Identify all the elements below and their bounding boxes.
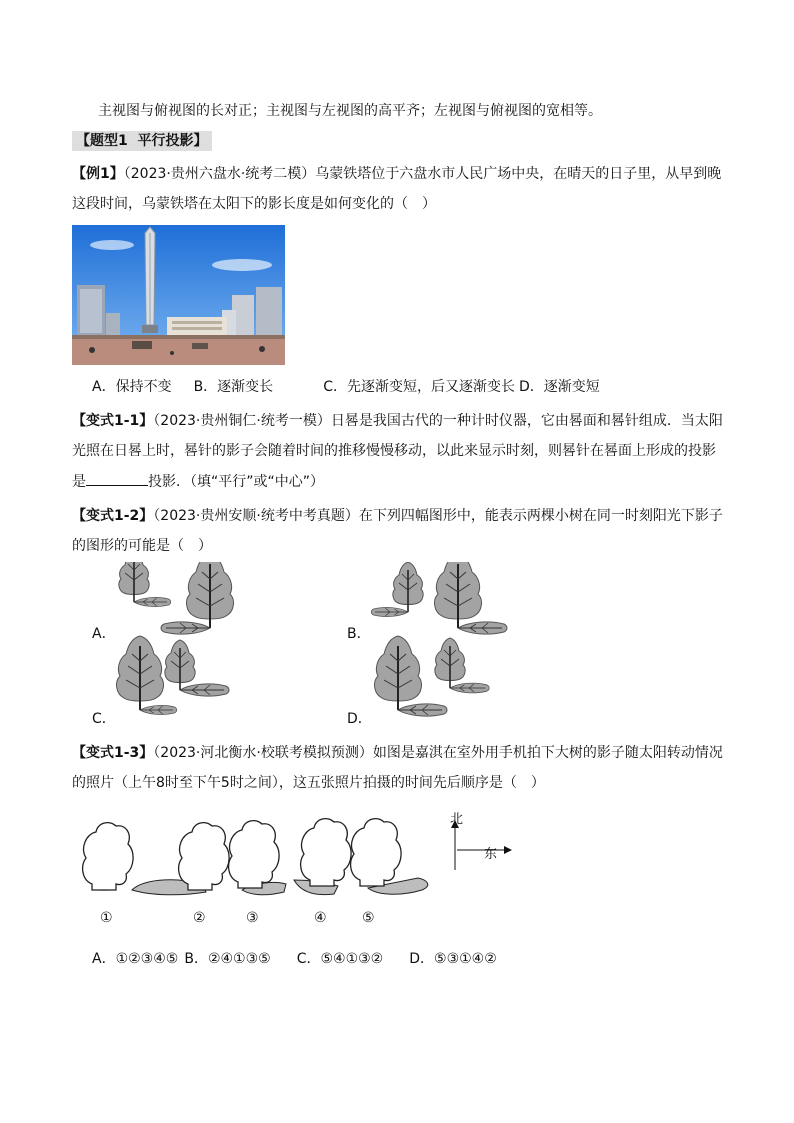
variant13-text1: 如图是嘉淇在室外用手机拍下大树的影子随太阳转动情况 [372,745,723,761]
figure-b[interactable] [371,562,507,634]
trees-figures [110,562,710,722]
photo-3 [229,821,286,895]
section-tag: 【题型1 [76,133,128,149]
section-heading-box [72,131,212,151]
variant13-label: 【变式1-3】 [72,745,154,761]
variant13-line2: 的照片（上午8时至下午5时之间），这五张照片拍摄的时间先后顺序是（ ） [72,775,545,791]
variant13-option-a[interactable]: A．①②③④⑤ [92,951,179,967]
compass-north-label: 北 [450,812,464,827]
example1-line2: 这段时间，乌蒙铁塔在太阳下的影长度是如何变化的（ ） [72,196,436,212]
photo-number-5: ⑤ [362,910,375,926]
variant11-line1 [72,411,732,431]
figure-d[interactable] [375,636,490,716]
variant11-source: （2023·贵州铜仁·统考一模） [153,413,331,429]
example1-label: 【例1】 [72,166,124,182]
photo-number-1: ① [100,910,113,926]
figure-a[interactable] [119,562,234,634]
example1-option-b[interactable]: B．逐渐变长 [193,379,274,395]
section-title: 平行投影】 [137,133,208,149]
photo-number-3: ③ [246,910,259,926]
example1-options [92,377,600,397]
compass-east-label: 东 [484,847,498,862]
figure-a-label[interactable]: A． [92,626,116,642]
photo-number-2: ② [193,910,206,926]
tower-photo-svg [72,225,285,365]
variant11-text1: 日晷是我国古代的一种计时仪器，它由晷面和晷针组成．当太阳 [330,413,723,429]
variant12-source: （2023·贵州安顺·统考中考真题） [153,508,359,524]
photo-2 [132,823,229,895]
figure-c[interactable] [117,636,229,715]
example1-text1: 乌蒙铁塔位于六盘水市人民广场中央，在晴天的日子里，从早到晚 [315,166,722,182]
variant11-text3-pre: 是 [72,474,86,490]
variant13-source: （2023·河北衡水·校联考模拟预测） [153,745,373,761]
variant13-option-d[interactable]: D．⑤③①④② [409,951,497,967]
variant13-line1 [72,743,732,763]
example1-line1 [72,164,732,184]
intro-line: 主视图与俯视图的长对正；主视图与左视图的高平齐；左视图与俯视图的宽相等。 [98,103,602,119]
variant12-line1 [72,506,732,526]
variant11-text3-post: 投影．（填“平行”或“中心”） [148,474,325,490]
figure-b-label[interactable]: B． [347,626,371,642]
photo-5 [351,819,428,895]
variant12-label: 【变式1-2】 [72,508,154,524]
compass [451,820,512,870]
photo-1 [83,823,133,891]
photo-4 [294,819,351,895]
example1-source: （2023·贵州六盘水·统考二模） [123,166,316,182]
variant12-line2: 的图形的可能是（ ） [72,538,212,554]
example1-option-a[interactable]: A．保持不变 [92,379,172,395]
variant11-line2: 光照在日晷上时，晷针的影子会随着时间的推移慢慢移动，以此来显示时刻，则晷针在晷面上形成的投影 [72,443,716,459]
section-heading [72,131,732,151]
figure-d-label[interactable]: D． [347,711,372,727]
example1-option-d[interactable]: D．逐渐变短 [518,379,600,395]
photo-number-4: ④ [314,910,327,926]
figure-c-label[interactable]: C． [92,711,116,727]
tower-photo [72,225,285,365]
example1-option-c[interactable]: C．先逐渐变短，后又逐渐变长 [323,379,515,395]
variant13-options [92,949,497,969]
variant13-option-b[interactable]: B．②④①③⑤ [184,951,271,967]
variant11-line3 [72,471,732,492]
variant11-label: 【变式1-1】 [72,413,154,429]
variant13-option-c[interactable]: C．⑤④①③② [296,951,384,967]
variant12-text1: 在下列四幅图形中，能表示两棵小树在同一时刻阳光下影子 [358,508,723,524]
answer-blank[interactable] [86,471,148,486]
